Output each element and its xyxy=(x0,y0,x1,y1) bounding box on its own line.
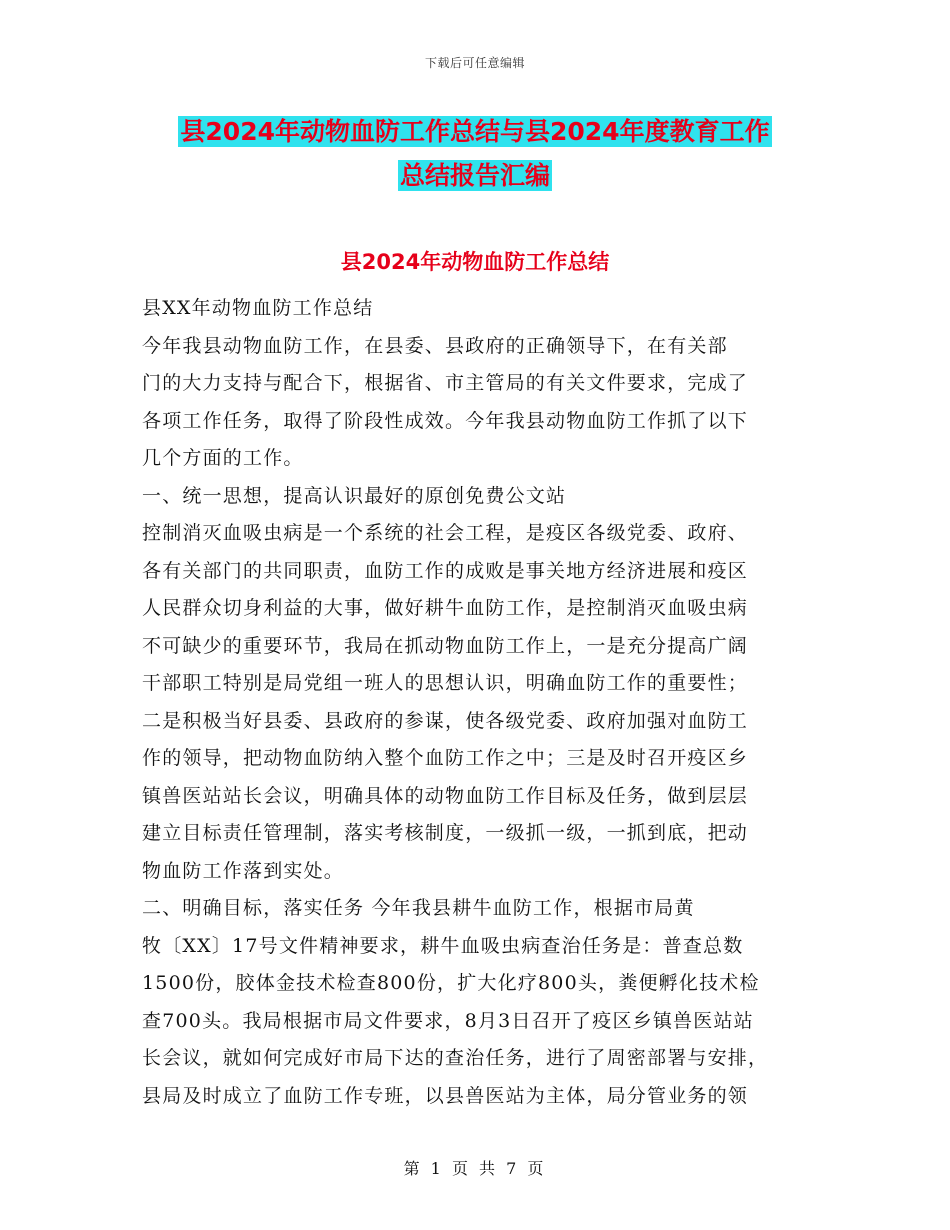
body-line: 作的领导，把动物血防纳入整个血防工作之中；三是及时召开疫区乡 xyxy=(142,747,749,769)
body-line: 控制消灭血吸虫病是一个系统的社会工程，是疫区各级党委、政府、 xyxy=(142,522,749,544)
body-line: 一、统一思想，提高认识最好的原创免费公文站 xyxy=(142,484,567,507)
body-line: 二是积极当好县委、县政府的参谋，使各级党委、政府加强对血防工 xyxy=(142,709,749,732)
body-line: 物血防工作落到实处。 xyxy=(142,859,345,882)
body-line: 人民群众切身利益的大事，做好耕牛血防工作，是控制消灭血吸虫病 xyxy=(142,597,749,619)
body-line: 干部职工特别是局党组一班人的思想认识，明确血防工作的重要性； xyxy=(142,672,749,694)
body-text xyxy=(142,290,822,1115)
document-title-line-2: 总结报告汇编 xyxy=(399,161,550,190)
body-line: 县XX年动物血防工作总结 xyxy=(142,297,374,319)
page-number-footer: 第 1 页 共 7 页 xyxy=(403,1159,547,1178)
body-line: 今年我县动物血防工作，在县委、县政府的正确领导下，在有关部 xyxy=(142,334,728,357)
document-title xyxy=(0,110,950,198)
body-line: 门的大力支持与配合下，根据省、市主管局的有关文件要求，完成了 xyxy=(142,372,749,394)
body-line: 建立目标责任管理制，落实考核制度，一级抓一级，一抓到底，把动 xyxy=(142,822,749,844)
body-line: 县局及时成立了血防工作专班，以县兽医站为主体，局分管业务的领 xyxy=(142,1084,749,1107)
body-line: 各项工作任务，取得了阶段性成效。今年我县动物血防工作抓了以下 xyxy=(142,409,749,432)
body-line: 各有关部门的共同职责，血防工作的成败是事关地方经济进展和疫区 xyxy=(142,559,749,582)
body-line: 牧〔XX〕17号文件精神要求，耕牛血吸虫病查治任务是：普查总数 xyxy=(142,934,744,957)
body-line: 镇兽医站站长会议，明确具体的动物血防工作目标及任务，做到层层 xyxy=(142,784,749,807)
body-line: 查700头。我局根据市局文件要求，8月3日召开了疫区乡镇兽医站站 xyxy=(142,1009,754,1032)
body-line: 长会议，就如何完成好市局下达的查治任务，进行了周密部署与安排， xyxy=(142,1047,769,1069)
body-line: 几个方面的工作。 xyxy=(142,447,304,469)
body-line: 二、明确目标，落实任务 今年我县耕牛血防工作，根据市局黄 xyxy=(142,897,695,919)
body-line: 1500份，胶体金技术检查800份，扩大化疗800头，粪便孵化技术检 xyxy=(142,972,760,994)
page-header-note: 下载后可任意编辑 xyxy=(424,56,525,70)
document-title-line-1: 县2024年动物血防工作总结与县2024年度教育工作 xyxy=(180,117,770,146)
section-title: 县2024年动物血防工作总结 xyxy=(340,250,610,274)
body-line: 不可缺少的重要环节，我局在抓动物血防工作上，一是充分提高广阔 xyxy=(142,634,749,657)
